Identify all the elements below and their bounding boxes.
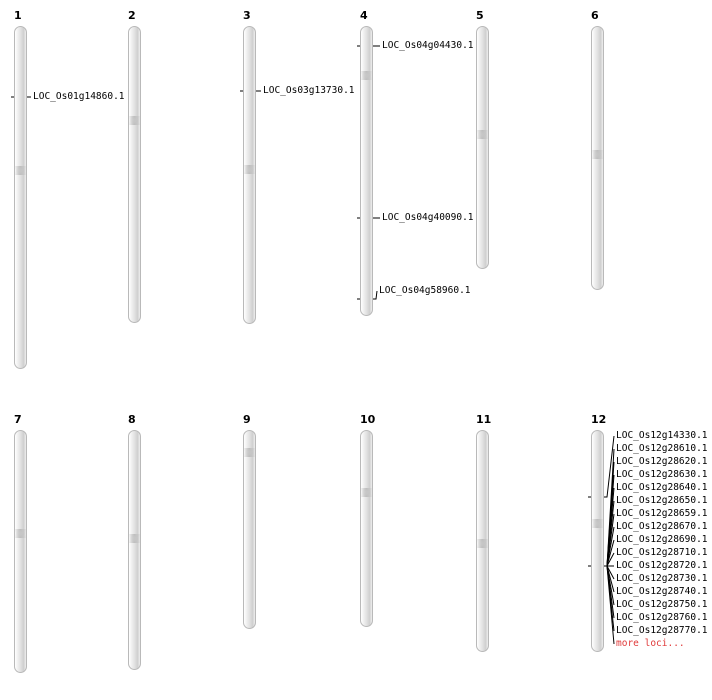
chromosome-label: 1	[14, 9, 22, 22]
centromere-marker	[591, 519, 604, 528]
centromere-marker	[128, 534, 141, 543]
chromosome-body[interactable]	[14, 26, 27, 369]
locus-label[interactable]: LOC_Os12g28640.1	[616, 482, 708, 493]
centromere-marker	[243, 448, 256, 457]
chromosome-body[interactable]	[243, 430, 256, 629]
centromere-marker	[476, 539, 489, 548]
centromere-marker	[591, 150, 604, 159]
more-loci-label[interactable]: more loci...	[616, 638, 685, 649]
chromosome-label: 10	[360, 413, 376, 426]
chromosome-body[interactable]	[360, 430, 373, 627]
centromere-marker	[14, 166, 27, 175]
chromosome-body[interactable]	[591, 430, 604, 652]
locus-label[interactable]: LOC_Os01g14860.1	[33, 91, 125, 102]
chromosome-body[interactable]	[14, 430, 27, 673]
locus-label[interactable]: LOC_Os04g04430.1	[382, 40, 474, 51]
chromosome-label: 2	[128, 9, 136, 22]
locus-label[interactable]: LOC_Os12g28610.1	[616, 443, 708, 454]
chromosome-label: 12	[591, 413, 607, 426]
chromosome-label: 5	[476, 9, 484, 22]
centromere-marker	[128, 116, 141, 125]
chromosome-label: 6	[591, 9, 599, 22]
locus-label[interactable]: LOC_Os03g13730.1	[263, 85, 355, 96]
chromosome-label: 4	[360, 9, 368, 22]
locus-label[interactable]: LOC_Os12g28740.1	[616, 586, 708, 597]
chromosome-body[interactable]	[476, 26, 489, 269]
locus-label[interactable]: LOC_Os12g28770.1	[616, 625, 708, 636]
locus-label[interactable]: LOC_Os04g40090.1	[382, 212, 474, 223]
locus-label[interactable]: LOC_Os04g58960.1	[379, 285, 471, 296]
chromosome-label: 11	[476, 413, 492, 426]
centromere-marker	[360, 71, 373, 80]
locus-label[interactable]: LOC_Os12g28620.1	[616, 456, 708, 467]
chromosome-body[interactable]	[128, 430, 141, 670]
locus-label[interactable]: LOC_Os12g28630.1	[616, 469, 708, 480]
locus-label[interactable]: LOC_Os12g28650.1	[616, 495, 708, 506]
locus-label[interactable]: LOC_Os12g28720.1	[616, 560, 708, 571]
chromosome-body[interactable]	[243, 26, 256, 324]
locus-label[interactable]: LOC_Os12g14330.1	[616, 430, 708, 441]
chromosome-body[interactable]	[128, 26, 141, 323]
chromosome-label: 3	[243, 9, 251, 22]
locus-label[interactable]: LOC_Os12g28670.1	[616, 521, 708, 532]
locus-label[interactable]: LOC_Os12g28730.1	[616, 573, 708, 584]
locus-label[interactable]: LOC_Os12g28690.1	[616, 534, 708, 545]
centromere-marker	[14, 529, 27, 538]
chromosome-label: 8	[128, 413, 136, 426]
centromere-marker	[360, 488, 373, 497]
locus-label[interactable]: LOC_Os12g28750.1	[616, 599, 708, 610]
locus-label[interactable]: LOC_Os12g28659.1	[616, 508, 708, 519]
chromosome-label: 9	[243, 413, 251, 426]
chromosome-label: 7	[14, 413, 22, 426]
locus-label[interactable]: LOC_Os12g28710.1	[616, 547, 708, 558]
centromere-marker	[243, 165, 256, 174]
centromere-marker	[476, 130, 489, 139]
locus-label[interactable]: LOC_Os12g28760.1	[616, 612, 708, 623]
chromosome-body[interactable]	[360, 26, 373, 316]
